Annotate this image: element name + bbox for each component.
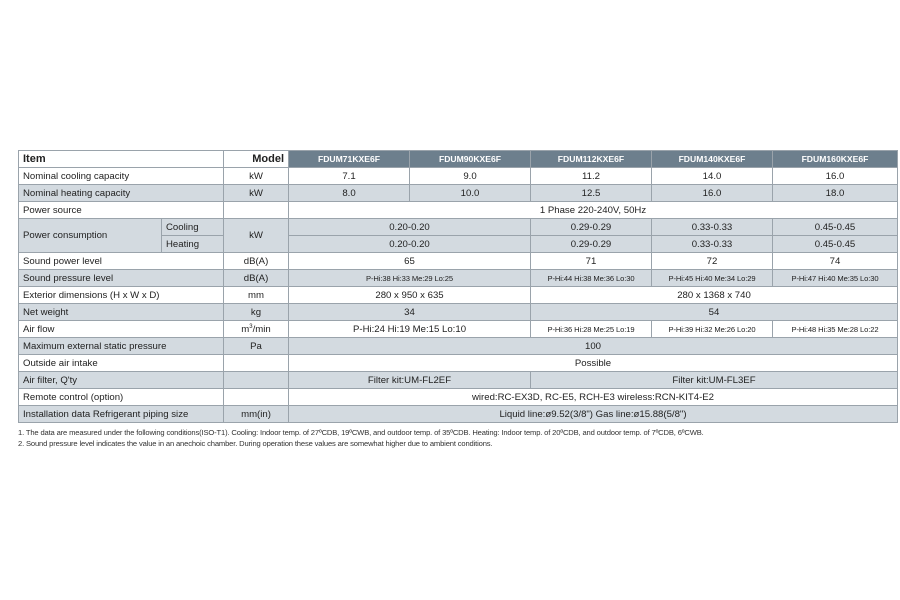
model-column-header: FDUM71KXE6F	[289, 151, 410, 168]
footnotes	[18, 427, 898, 449]
table-row	[19, 219, 898, 236]
model-column-header: FDUM90KXE6F	[410, 151, 531, 168]
row-label: Power source	[19, 202, 224, 219]
cell-value: P-Hi:47 Hi:40 Me:35 Lo:30	[773, 270, 898, 287]
cell-value: P-Hi:44 Hi:38 Me:36 Lo:30	[531, 270, 652, 287]
table-row	[19, 253, 898, 270]
row-unit: dB(A)	[224, 270, 289, 287]
cell-value: 14.0	[652, 168, 773, 185]
table-row	[19, 389, 898, 406]
model-column-header: FDUM140KXE6F	[652, 151, 773, 168]
table-row	[19, 185, 898, 202]
cell-value: 0.33-0.33	[652, 219, 773, 236]
cell-value: 0.45-0.45	[773, 219, 898, 236]
cell-value: 16.0	[773, 168, 898, 185]
cell-value: Filter kit:UM-FL2EF	[289, 372, 531, 389]
row-unit	[224, 321, 289, 338]
row-label: Outside air intake	[19, 355, 224, 372]
cell-value: 0.33-0.33	[652, 236, 773, 253]
item-header: Item	[19, 151, 224, 168]
row-label: Nominal heating capacity	[19, 185, 224, 202]
cell-value: Filter kit:UM-FL3EF	[531, 372, 898, 389]
row-label: Installation data Refrigerant piping size	[19, 406, 224, 423]
cell-value: 10.0	[410, 185, 531, 202]
cell-value: 54	[531, 304, 898, 321]
row-label: Air flow	[19, 321, 224, 338]
spec-table	[18, 150, 898, 423]
unit-main: m	[241, 323, 250, 335]
table-row	[19, 355, 898, 372]
cell-value: 71	[531, 253, 652, 270]
cell-value: 0.20-0.20	[289, 219, 531, 236]
cell-value: P-Hi:48 Hi:35 Me:28 Lo:22	[773, 321, 898, 338]
row-label: Nominal cooling capacity	[19, 168, 224, 185]
cell-value: P-Hi:45 Hi:40 Me:34 Lo:29	[652, 270, 773, 287]
row-label: Remote control (option)	[19, 389, 224, 406]
table-row	[19, 321, 898, 338]
mode-label-heating: Heating	[162, 236, 224, 253]
cell-value: 280 x 950 x 635	[289, 287, 531, 304]
header-row	[19, 151, 898, 168]
table-row	[19, 372, 898, 389]
row-unit: mm	[224, 287, 289, 304]
table-row	[19, 304, 898, 321]
row-unit: kW	[224, 185, 289, 202]
cell-value: 72	[652, 253, 773, 270]
table-row	[19, 270, 898, 287]
row-label: Sound power level	[19, 253, 224, 270]
cell-value: Liquid line:ø9.52(3/8") Gas line:ø15.88(5/8")	[289, 406, 898, 423]
spec-table-container	[18, 150, 897, 423]
cell-value: 1 Phase 220-240V, 50Hz	[289, 202, 898, 219]
cell-value: 7.1	[289, 168, 410, 185]
cell-value: 0.29-0.29	[531, 219, 652, 236]
row-label: Maximum external static pressure	[19, 338, 224, 355]
cell-value: Possible	[289, 355, 898, 372]
row-unit	[224, 372, 289, 389]
cell-value: 0.29-0.29	[531, 236, 652, 253]
row-label: Net weight	[19, 304, 224, 321]
cell-value: P-Hi:39 Hi:32 Me:26 Lo:20	[652, 321, 773, 338]
table-row	[19, 287, 898, 304]
model-column-header: FDUM112KXE6F	[531, 151, 652, 168]
row-unit: kW	[224, 168, 289, 185]
cell-value: 0.20-0.20	[289, 236, 531, 253]
footnote: 1. The data are measured under the following conditions(ISO-T1). Cooling: Indoor temp. of 27ºCDB, 19ºCWB, and outdoor temp. of 35ºCDB. Heating: Indoor temp. of 20ºCDB, and outdoor temp. of 7ºCDB, 6ºCWB.	[18, 428, 704, 437]
cell-value: P-Hi:24 Hi:19 Me:15 Lo:10	[289, 321, 531, 338]
row-unit	[224, 202, 289, 219]
table-row	[19, 406, 898, 423]
cell-value: 8.0	[289, 185, 410, 202]
row-unit: Pa	[224, 338, 289, 355]
row-unit: dB(A)	[224, 253, 289, 270]
cell-value: 12.5	[531, 185, 652, 202]
cell-value: 9.0	[410, 168, 531, 185]
row-unit	[224, 355, 289, 372]
unit-superscript: 3	[249, 323, 253, 330]
row-unit: kW	[224, 219, 289, 253]
row-label: Air filter, Q'ty	[19, 372, 224, 389]
row-label: Power consumption	[19, 219, 162, 253]
cell-value: 0.45-0.45	[773, 236, 898, 253]
table-row	[19, 168, 898, 185]
mode-label-cooling: Cooling	[162, 219, 224, 236]
cell-value: 65	[289, 253, 531, 270]
cell-value: wired:RC-EX3D, RC-E5, RCH-E3 wireless:RCN-KIT4-E2	[289, 389, 898, 406]
model-column-header: FDUM160KXE6F	[773, 151, 898, 168]
row-unit: mm(in)	[224, 406, 289, 423]
unit-tail: /min	[252, 323, 271, 335]
row-label: Exterior dimensions (H x W x D)	[19, 287, 224, 304]
row-label: Sound pressure level	[19, 270, 224, 287]
table-row	[19, 338, 898, 355]
cell-value: 11.2	[531, 168, 652, 185]
cell-value: 16.0	[652, 185, 773, 202]
row-unit	[224, 389, 289, 406]
cell-value: 280 x 1368 x 740	[531, 287, 898, 304]
cell-value: 100	[289, 338, 898, 355]
cell-value: 74	[773, 253, 898, 270]
cell-value: 18.0	[773, 185, 898, 202]
cell-value: P-Hi:36 Hi:28 Me:25 Lo:19	[531, 321, 652, 338]
footnote: 2. Sound pressure level indicates the value in an anechoic chamber. During operation these values are somewhat higher due to ambient conditions.	[18, 439, 493, 448]
row-unit: kg	[224, 304, 289, 321]
cell-value: P-Hi:38 Hi:33 Me:29 Lo:25	[289, 270, 531, 287]
model-header: Model	[224, 151, 289, 168]
cell-value: 34	[289, 304, 531, 321]
table-row	[19, 202, 898, 219]
